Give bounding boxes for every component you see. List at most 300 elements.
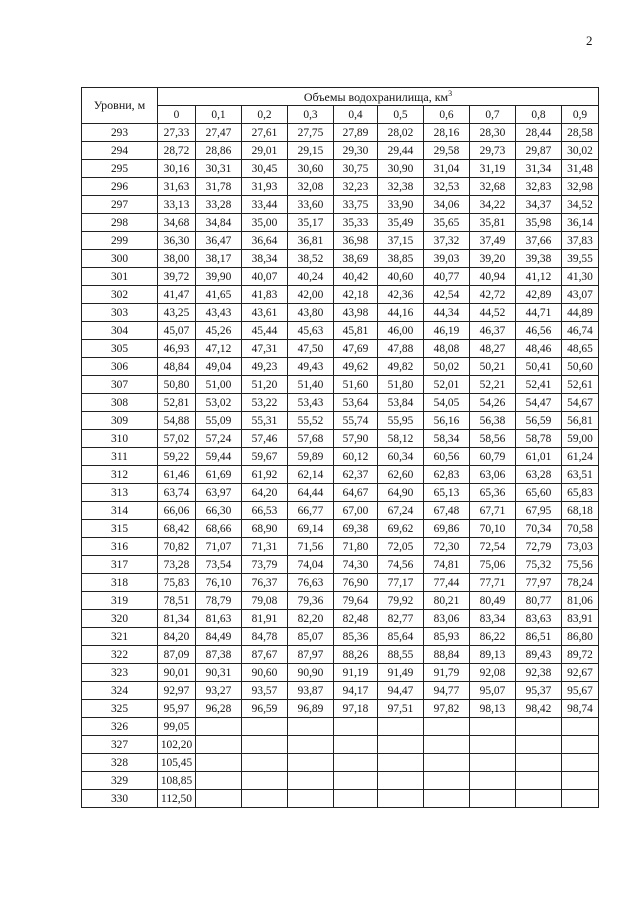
volume-cell xyxy=(288,790,334,808)
volume-cell: 65,36 xyxy=(470,484,516,502)
volume-cell: 63,06 xyxy=(470,466,516,484)
volume-cell: 54,47 xyxy=(516,394,562,412)
volume-cell: 56,59 xyxy=(516,412,562,430)
volume-cell xyxy=(516,718,562,736)
volume-cell: 76,10 xyxy=(196,574,242,592)
volume-cell: 32,98 xyxy=(562,178,599,196)
volume-cell: 76,90 xyxy=(334,574,378,592)
level-cell: 328 xyxy=(82,754,158,772)
volume-cell: 36,98 xyxy=(334,232,378,250)
volume-cell: 64,90 xyxy=(378,484,424,502)
volume-cell: 73,79 xyxy=(242,556,288,574)
volume-cell: 54,05 xyxy=(424,394,470,412)
volume-cell: 48,08 xyxy=(424,340,470,358)
table-row xyxy=(82,250,599,268)
volume-cell: 69,86 xyxy=(424,520,470,538)
volume-cell: 29,44 xyxy=(378,142,424,160)
volume-cell: 37,32 xyxy=(424,232,470,250)
volume-cell xyxy=(196,772,242,790)
volume-cell: 38,85 xyxy=(378,250,424,268)
volume-cell: 59,89 xyxy=(288,448,334,466)
volume-cell: 52,41 xyxy=(516,376,562,394)
volume-cell: 64,20 xyxy=(242,484,288,502)
level-cell: 299 xyxy=(82,232,158,250)
volume-cell: 40,42 xyxy=(334,268,378,286)
volume-cell: 30,75 xyxy=(334,160,378,178)
volume-cell: 79,92 xyxy=(378,592,424,610)
table-row xyxy=(82,646,599,664)
volume-cell: 43,07 xyxy=(562,286,599,304)
table-row xyxy=(82,448,599,466)
level-cell: 324 xyxy=(82,682,158,700)
level-cell: 326 xyxy=(82,718,158,736)
volume-cell: 53,43 xyxy=(288,394,334,412)
volume-cell xyxy=(516,754,562,772)
volume-cell: 61,46 xyxy=(158,466,196,484)
table-row xyxy=(82,196,599,214)
fraction-header: 0 xyxy=(158,106,196,124)
volume-cell: 90,90 xyxy=(288,664,334,682)
volume-cell xyxy=(424,772,470,790)
volume-cell: 80,21 xyxy=(424,592,470,610)
volume-cell: 47,88 xyxy=(378,340,424,358)
level-cell: 322 xyxy=(82,646,158,664)
volume-cell: 65,83 xyxy=(562,484,599,502)
volume-cell xyxy=(378,754,424,772)
volume-cell: 57,46 xyxy=(242,430,288,448)
volume-cell: 98,74 xyxy=(562,700,599,718)
volume-cell: 28,58 xyxy=(562,124,599,142)
levels-column-header: Уровни, м xyxy=(82,88,158,124)
volume-cell: 33,60 xyxy=(288,196,334,214)
volume-cell: 47,69 xyxy=(334,340,378,358)
volume-cell: 68,90 xyxy=(242,520,288,538)
volume-cell: 39,38 xyxy=(516,250,562,268)
volume-cell xyxy=(424,754,470,772)
volume-cell: 68,42 xyxy=(158,520,196,538)
fraction-header: 0,6 xyxy=(424,106,470,124)
volume-cell: 40,77 xyxy=(424,268,470,286)
level-cell: 303 xyxy=(82,304,158,322)
level-cell: 329 xyxy=(82,772,158,790)
volume-cell: 96,89 xyxy=(288,700,334,718)
volume-cell: 29,15 xyxy=(288,142,334,160)
volume-cell: 66,30 xyxy=(196,502,242,520)
volumes-header-text: Объемы водохранилища, км xyxy=(303,89,449,104)
volume-cell: 91,79 xyxy=(424,664,470,682)
volume-cell: 84,49 xyxy=(196,628,242,646)
volume-cell: 90,31 xyxy=(196,664,242,682)
volume-cell: 59,22 xyxy=(158,448,196,466)
volume-cell: 46,56 xyxy=(516,322,562,340)
volume-cell: 27,47 xyxy=(196,124,242,142)
volume-cell: 63,97 xyxy=(196,484,242,502)
volume-cell: 94,47 xyxy=(378,682,424,700)
volume-cell: 83,63 xyxy=(516,610,562,628)
volume-cell: 81,91 xyxy=(242,610,288,628)
volume-cell: 50,21 xyxy=(470,358,516,376)
volume-cell: 86,22 xyxy=(470,628,516,646)
volume-cell: 48,84 xyxy=(158,358,196,376)
volume-cell: 68,66 xyxy=(196,520,242,538)
volume-cell: 93,27 xyxy=(196,682,242,700)
volume-cell: 47,50 xyxy=(288,340,334,358)
level-cell: 300 xyxy=(82,250,158,268)
volume-cell: 61,24 xyxy=(562,448,599,466)
volume-cell: 44,52 xyxy=(470,304,516,322)
level-cell: 308 xyxy=(82,394,158,412)
volume-cell: 52,01 xyxy=(424,376,470,394)
volume-cell: 73,54 xyxy=(196,556,242,574)
volume-cell xyxy=(378,718,424,736)
volume-cell: 42,00 xyxy=(288,286,334,304)
volume-cell: 31,34 xyxy=(516,160,562,178)
volume-cell: 97,51 xyxy=(378,700,424,718)
volume-cell: 31,48 xyxy=(562,160,599,178)
volume-cell: 45,44 xyxy=(242,322,288,340)
volume-cell xyxy=(334,772,378,790)
volume-cell: 37,49 xyxy=(470,232,516,250)
level-cell: 294 xyxy=(82,142,158,160)
level-cell: 313 xyxy=(82,484,158,502)
volume-cell: 31,63 xyxy=(158,178,196,196)
table-row xyxy=(82,538,599,556)
fraction-header: 0,7 xyxy=(470,106,516,124)
volume-cell: 49,82 xyxy=(378,358,424,376)
volume-cell: 32,23 xyxy=(334,178,378,196)
volume-cell: 42,72 xyxy=(470,286,516,304)
volume-cell: 57,90 xyxy=(334,430,378,448)
volume-cell: 55,95 xyxy=(378,412,424,430)
volume-cell: 46,93 xyxy=(158,340,196,358)
volume-cell: 89,13 xyxy=(470,646,516,664)
volume-cell xyxy=(334,790,378,808)
volume-cell: 58,78 xyxy=(516,430,562,448)
volume-cell: 51,40 xyxy=(288,376,334,394)
volume-cell: 90,60 xyxy=(242,664,288,682)
volume-cell: 57,68 xyxy=(288,430,334,448)
volume-cell: 95,37 xyxy=(516,682,562,700)
table-row xyxy=(82,556,599,574)
level-cell: 316 xyxy=(82,538,158,556)
volume-cell: 60,34 xyxy=(378,448,424,466)
volume-cell: 98,42 xyxy=(516,700,562,718)
volume-cell: 33,44 xyxy=(242,196,288,214)
volume-cell: 69,62 xyxy=(378,520,424,538)
volume-cell: 59,67 xyxy=(242,448,288,466)
level-cell: 296 xyxy=(82,178,158,196)
volume-cell xyxy=(288,718,334,736)
volume-cell: 77,97 xyxy=(516,574,562,592)
table-row xyxy=(82,358,599,376)
volume-cell: 79,64 xyxy=(334,592,378,610)
volume-cell: 42,18 xyxy=(334,286,378,304)
table-row xyxy=(82,664,599,682)
volume-cell: 98,13 xyxy=(470,700,516,718)
volume-cell: 77,44 xyxy=(424,574,470,592)
volume-cell: 29,87 xyxy=(516,142,562,160)
volume-cell: 38,00 xyxy=(158,250,196,268)
volume-cell: 53,22 xyxy=(242,394,288,412)
volume-cell xyxy=(378,790,424,808)
volume-cell: 69,14 xyxy=(288,520,334,538)
volume-cell: 40,94 xyxy=(470,268,516,286)
volume-cell: 41,83 xyxy=(242,286,288,304)
volume-cell: 42,54 xyxy=(424,286,470,304)
volume-cell: 28,86 xyxy=(196,142,242,160)
level-cell: 309 xyxy=(82,412,158,430)
table-row xyxy=(82,754,599,772)
volume-cell: 41,12 xyxy=(516,268,562,286)
volume-cell: 60,79 xyxy=(470,448,516,466)
volume-cell: 45,26 xyxy=(196,322,242,340)
volume-cell: 73,28 xyxy=(158,556,196,574)
volume-cell: 32,08 xyxy=(288,178,334,196)
volume-cell: 29,01 xyxy=(242,142,288,160)
volume-cell: 29,73 xyxy=(470,142,516,160)
volume-cell: 27,61 xyxy=(242,124,288,142)
volume-cell: 44,71 xyxy=(516,304,562,322)
volume-cell: 50,60 xyxy=(562,358,599,376)
volume-cell: 75,83 xyxy=(158,574,196,592)
volume-cell: 88,55 xyxy=(378,646,424,664)
volume-cell: 81,63 xyxy=(196,610,242,628)
table-row xyxy=(82,628,599,646)
volume-cell: 33,13 xyxy=(158,196,196,214)
volume-cell: 46,19 xyxy=(424,322,470,340)
volume-cell: 76,37 xyxy=(242,574,288,592)
volume-cell: 35,65 xyxy=(424,214,470,232)
volume-cell xyxy=(196,718,242,736)
volume-cell: 63,28 xyxy=(516,466,562,484)
volume-cell: 70,10 xyxy=(470,520,516,538)
volume-cell: 81,34 xyxy=(158,610,196,628)
volume-cell: 34,84 xyxy=(196,214,242,232)
volume-cell: 79,36 xyxy=(288,592,334,610)
volume-cell: 35,00 xyxy=(242,214,288,232)
volume-cell: 35,98 xyxy=(516,214,562,232)
volume-cell xyxy=(562,718,599,736)
volume-cell: 112,50 xyxy=(158,790,196,808)
volume-cell: 31,19 xyxy=(470,160,516,178)
volume-cell: 73,03 xyxy=(562,538,599,556)
volume-cell: 54,88 xyxy=(158,412,196,430)
volume-cell: 94,77 xyxy=(424,682,470,700)
volume-cell: 43,25 xyxy=(158,304,196,322)
volume-cell: 34,52 xyxy=(562,196,599,214)
volume-cell: 70,58 xyxy=(562,520,599,538)
volumes-header-unit-exponent: 3 xyxy=(448,88,453,98)
table-row xyxy=(82,610,599,628)
volume-cell: 72,54 xyxy=(470,538,516,556)
volume-cell: 87,38 xyxy=(196,646,242,664)
volume-cell: 40,07 xyxy=(242,268,288,286)
volume-cell: 39,03 xyxy=(424,250,470,268)
table-row xyxy=(82,376,599,394)
volume-cell: 51,00 xyxy=(196,376,242,394)
table-row xyxy=(82,520,599,538)
level-cell: 315 xyxy=(82,520,158,538)
volume-cell: 85,93 xyxy=(424,628,470,646)
volume-cell: 96,28 xyxy=(196,700,242,718)
volume-cell: 31,78 xyxy=(196,178,242,196)
volume-cell: 61,01 xyxy=(516,448,562,466)
fraction-header: 0,5 xyxy=(378,106,424,124)
volume-cell: 28,02 xyxy=(378,124,424,142)
volume-cell: 85,07 xyxy=(288,628,334,646)
volume-cell: 83,91 xyxy=(562,610,599,628)
volume-cell: 83,34 xyxy=(470,610,516,628)
volume-cell: 53,02 xyxy=(196,394,242,412)
volume-cell xyxy=(334,754,378,772)
volume-cell: 49,43 xyxy=(288,358,334,376)
volume-cell: 93,57 xyxy=(242,682,288,700)
volume-cell: 43,80 xyxy=(288,304,334,322)
volume-cell: 96,59 xyxy=(242,700,288,718)
volume-cell: 94,17 xyxy=(334,682,378,700)
table-row xyxy=(82,574,599,592)
fraction-header: 0,8 xyxy=(516,106,562,124)
volume-cell: 85,64 xyxy=(378,628,424,646)
volume-cell: 65,13 xyxy=(424,484,470,502)
volume-cell: 41,65 xyxy=(196,286,242,304)
volume-cell: 62,37 xyxy=(334,466,378,484)
volume-cell: 63,74 xyxy=(158,484,196,502)
volume-cell: 44,34 xyxy=(424,304,470,322)
volume-cell: 61,92 xyxy=(242,466,288,484)
volume-cell: 55,09 xyxy=(196,412,242,430)
volume-cell: 30,45 xyxy=(242,160,288,178)
volume-cell: 37,83 xyxy=(562,232,599,250)
volume-cell: 38,69 xyxy=(334,250,378,268)
volume-cell: 90,01 xyxy=(158,664,196,682)
volume-cell: 74,81 xyxy=(424,556,470,574)
volume-cell: 50,80 xyxy=(158,376,196,394)
volume-cell: 91,19 xyxy=(334,664,378,682)
volume-cell: 81,06 xyxy=(562,592,599,610)
volume-cell: 49,62 xyxy=(334,358,378,376)
volume-cell: 78,24 xyxy=(562,574,599,592)
volume-cell: 38,17 xyxy=(196,250,242,268)
volume-cell: 83,06 xyxy=(424,610,470,628)
table-row xyxy=(82,232,599,250)
volume-cell: 75,32 xyxy=(516,556,562,574)
volume-cell: 76,63 xyxy=(288,574,334,592)
level-cell: 323 xyxy=(82,664,158,682)
volume-cell: 72,79 xyxy=(516,538,562,556)
volume-cell: 43,61 xyxy=(242,304,288,322)
volume-cell: 59,00 xyxy=(562,430,599,448)
volume-cell: 32,68 xyxy=(470,178,516,196)
table-row xyxy=(82,718,599,736)
volume-cell: 43,98 xyxy=(334,304,378,322)
level-cell: 298 xyxy=(82,214,158,232)
volume-cell: 50,02 xyxy=(424,358,470,376)
level-cell: 317 xyxy=(82,556,158,574)
volume-cell: 35,49 xyxy=(378,214,424,232)
volume-cell: 45,07 xyxy=(158,322,196,340)
table-row xyxy=(82,178,599,196)
level-cell: 327 xyxy=(82,736,158,754)
volume-cell: 36,14 xyxy=(562,214,599,232)
fraction-header: 0,4 xyxy=(334,106,378,124)
volume-cell: 55,31 xyxy=(242,412,288,430)
volume-cell: 27,89 xyxy=(334,124,378,142)
volume-cell: 70,82 xyxy=(158,538,196,556)
volume-cell: 36,64 xyxy=(242,232,288,250)
volume-cell: 38,52 xyxy=(288,250,334,268)
table-row xyxy=(82,430,599,448)
volume-cell: 56,81 xyxy=(562,412,599,430)
level-cell: 293 xyxy=(82,124,158,142)
volume-cell: 82,20 xyxy=(288,610,334,628)
volume-cell: 61,69 xyxy=(196,466,242,484)
volume-cell: 52,61 xyxy=(562,376,599,394)
volumes-column-header xyxy=(158,88,599,106)
volume-cell: 97,18 xyxy=(334,700,378,718)
level-cell: 304 xyxy=(82,322,158,340)
volume-cell xyxy=(334,718,378,736)
volume-cell: 67,48 xyxy=(424,502,470,520)
volume-cell: 66,06 xyxy=(158,502,196,520)
volume-cell: 67,71 xyxy=(470,502,516,520)
table-row xyxy=(82,484,599,502)
table-row xyxy=(82,160,599,178)
volume-cell: 80,49 xyxy=(470,592,516,610)
table-row xyxy=(82,142,599,160)
volume-cell: 67,95 xyxy=(516,502,562,520)
fraction-header: 0,9 xyxy=(562,106,599,124)
level-cell: 301 xyxy=(82,268,158,286)
volume-cell: 34,06 xyxy=(424,196,470,214)
volume-cell: 89,43 xyxy=(516,646,562,664)
volume-cell: 86,80 xyxy=(562,628,599,646)
volume-cell: 27,75 xyxy=(288,124,334,142)
volume-cell: 33,28 xyxy=(196,196,242,214)
volume-cell: 51,60 xyxy=(334,376,378,394)
volume-cell: 62,83 xyxy=(424,466,470,484)
level-cell: 307 xyxy=(82,376,158,394)
volume-cell: 82,77 xyxy=(378,610,424,628)
volume-cell: 79,08 xyxy=(242,592,288,610)
volume-cell xyxy=(470,718,516,736)
table-row xyxy=(82,502,599,520)
volume-cell xyxy=(196,754,242,772)
volume-cell: 68,18 xyxy=(562,502,599,520)
volume-cell: 37,66 xyxy=(516,232,562,250)
volume-cell: 97,82 xyxy=(424,700,470,718)
level-cell: 302 xyxy=(82,286,158,304)
page-number: 2 xyxy=(586,33,593,48)
table-row xyxy=(82,592,599,610)
volume-cell: 39,72 xyxy=(158,268,196,286)
volume-cell: 52,81 xyxy=(158,394,196,412)
volume-cell xyxy=(470,754,516,772)
volume-cell: 47,31 xyxy=(242,340,288,358)
volume-cell: 72,05 xyxy=(378,538,424,556)
volume-cell: 71,80 xyxy=(334,538,378,556)
level-cell: 320 xyxy=(82,610,158,628)
volume-cell xyxy=(334,736,378,754)
volume-cell: 59,44 xyxy=(196,448,242,466)
volume-cell: 39,90 xyxy=(196,268,242,286)
volume-cell: 48,27 xyxy=(470,340,516,358)
volume-cell: 30,31 xyxy=(196,160,242,178)
volume-cell: 30,90 xyxy=(378,160,424,178)
volume-cell: 43,43 xyxy=(196,304,242,322)
volume-cell: 28,30 xyxy=(470,124,516,142)
volume-cell: 53,64 xyxy=(334,394,378,412)
